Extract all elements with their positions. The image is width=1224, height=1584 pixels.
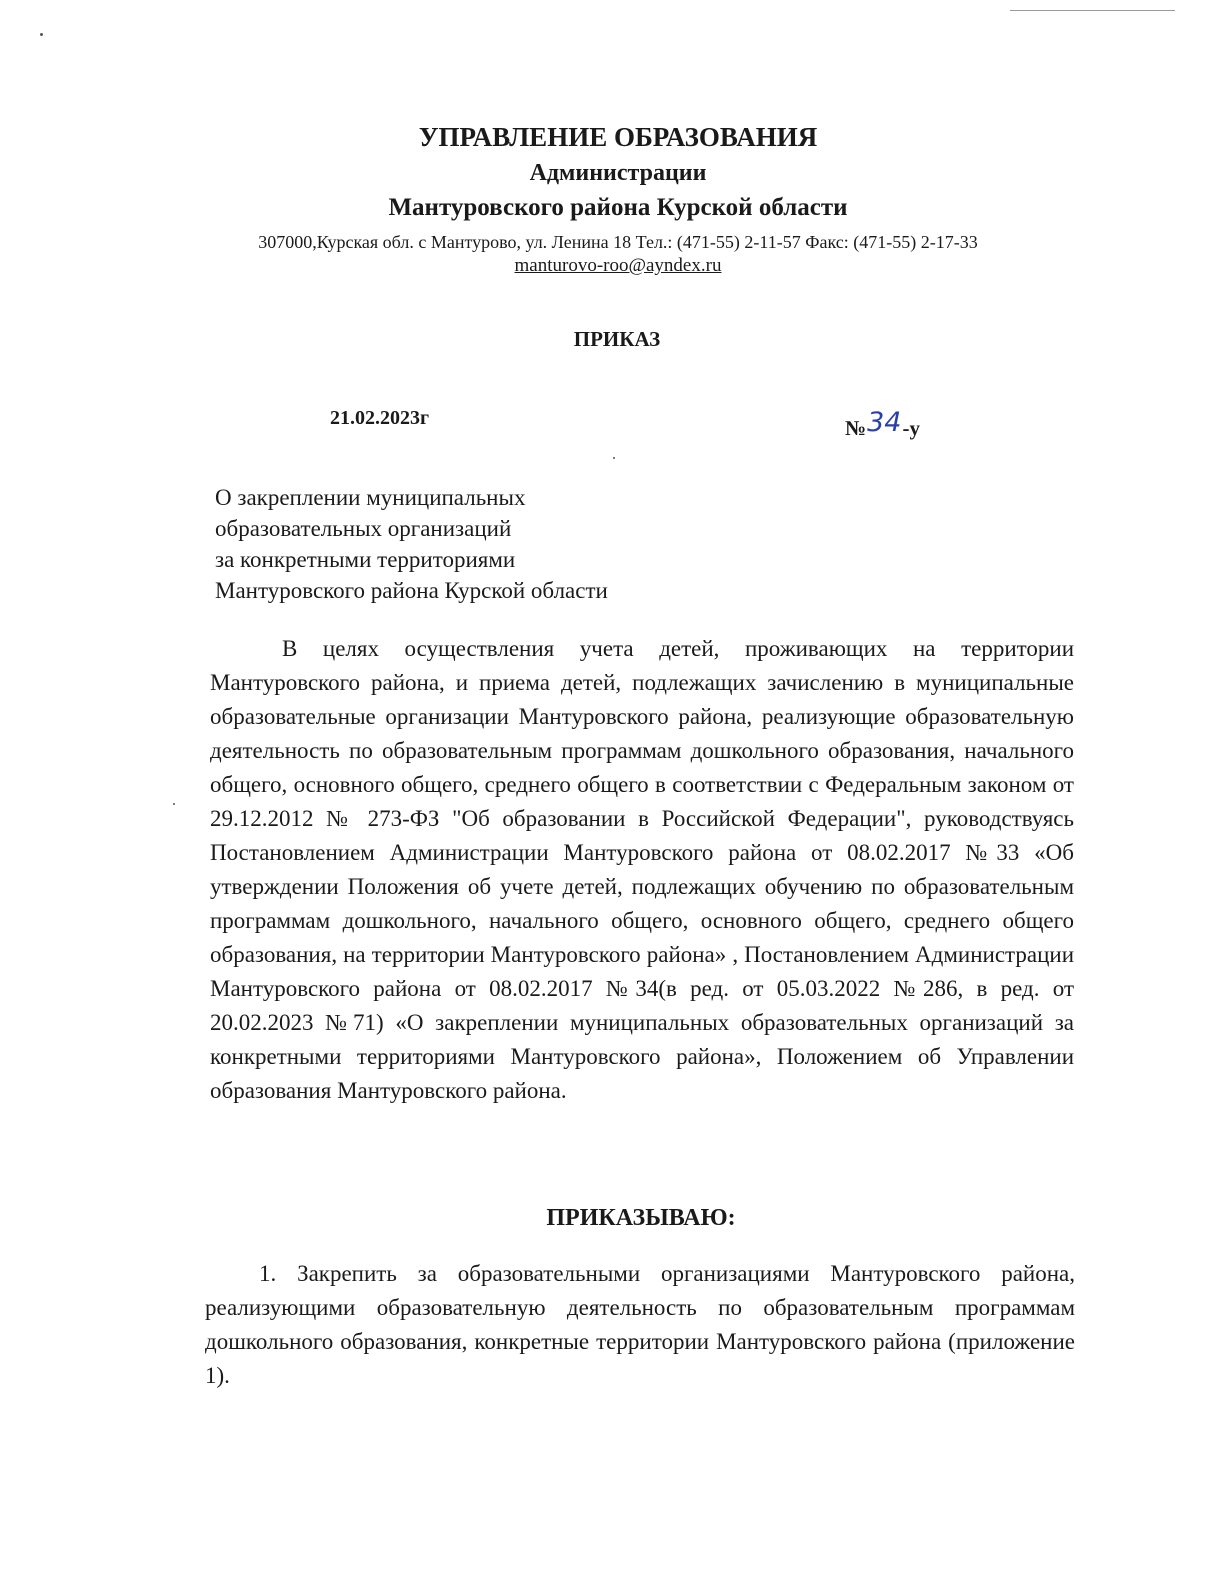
- scan-speck: [613, 457, 615, 459]
- scan-edge-line: [1010, 10, 1175, 11]
- subject-line: образовательных организаций: [215, 516, 512, 541]
- contact-address: 307000,Курская обл. с Мантурово, ул. Ленина 18 Тел.: (471-55) 2-11-57 Факс: (471-55) 2-17-33: [258, 232, 978, 252]
- contact-email: manturovo-roo@ayndex.ru: [514, 255, 722, 276]
- order-date: 21.02.2023г: [330, 407, 430, 429]
- order-number: [845, 407, 920, 442]
- scan-speck: [173, 803, 175, 805]
- subject-line: Мантуровского района Курской области: [215, 578, 608, 603]
- document-title: ПРИКАЗ: [573, 327, 661, 351]
- organization-name: УПРАВЛЕНИЕ ОБРАЗОВАНИЯ: [418, 122, 818, 152]
- administration-label: Администрации: [529, 160, 707, 186]
- number-suffix: -у: [902, 416, 920, 440]
- order-subject: [215, 482, 608, 606]
- district-name: Мантуровского района Курской области: [388, 194, 848, 221]
- preamble-paragraph: В целях осуществления учета детей, проживающих на территории Мантуровского района, и приема детей, подлежащих зачислению в муниципальные образовательные организации Мантуровского района, реализующие образовательную деятельность по образовательным программам дошкольного образования, начального общего, основного общего, среднего общего в соответствии с Федеральным законом от 29.12.2012 № 273-ФЗ "Об образовании в Российской Федерации", руководствуясь Постановлением Администрации Мантуровского района от 08.02.2017 №33 «Об утверждении Положения об учете детей, подлежащих обучению по образовательным программам дошкольного, начального общего, основного общего, среднего общего образования, на территории Мантуровского района» , Постановлением Администрации Мантуровского района от 08.02.2017 №34(в ред. от 05.03.2022 №286, в ред. от 20.02.2023 №71) «О закреплении муниципальных образовательных организаций за конкретными территориями Мантуровского района», Положением об Управлении образования Мантуровского района.: [210, 636, 1074, 1103]
- subject-line: за конкретными территориями: [215, 547, 516, 572]
- handwritten-number: 34: [867, 407, 902, 438]
- subject-line: О закреплении муниципальных: [215, 485, 526, 510]
- number-sign: №: [845, 416, 867, 440]
- order-item: 1. Закрепить за образовательными организациями Мантуровского района, реализующими образовательную деятельность по образовательным программам дошкольного образования, конкретные территории Мантуровского района (приложение 1).: [205, 1261, 1075, 1388]
- scan-speck: [40, 33, 43, 36]
- decree-heading: ПРИКАЗЫВАЮ:: [546, 1205, 736, 1231]
